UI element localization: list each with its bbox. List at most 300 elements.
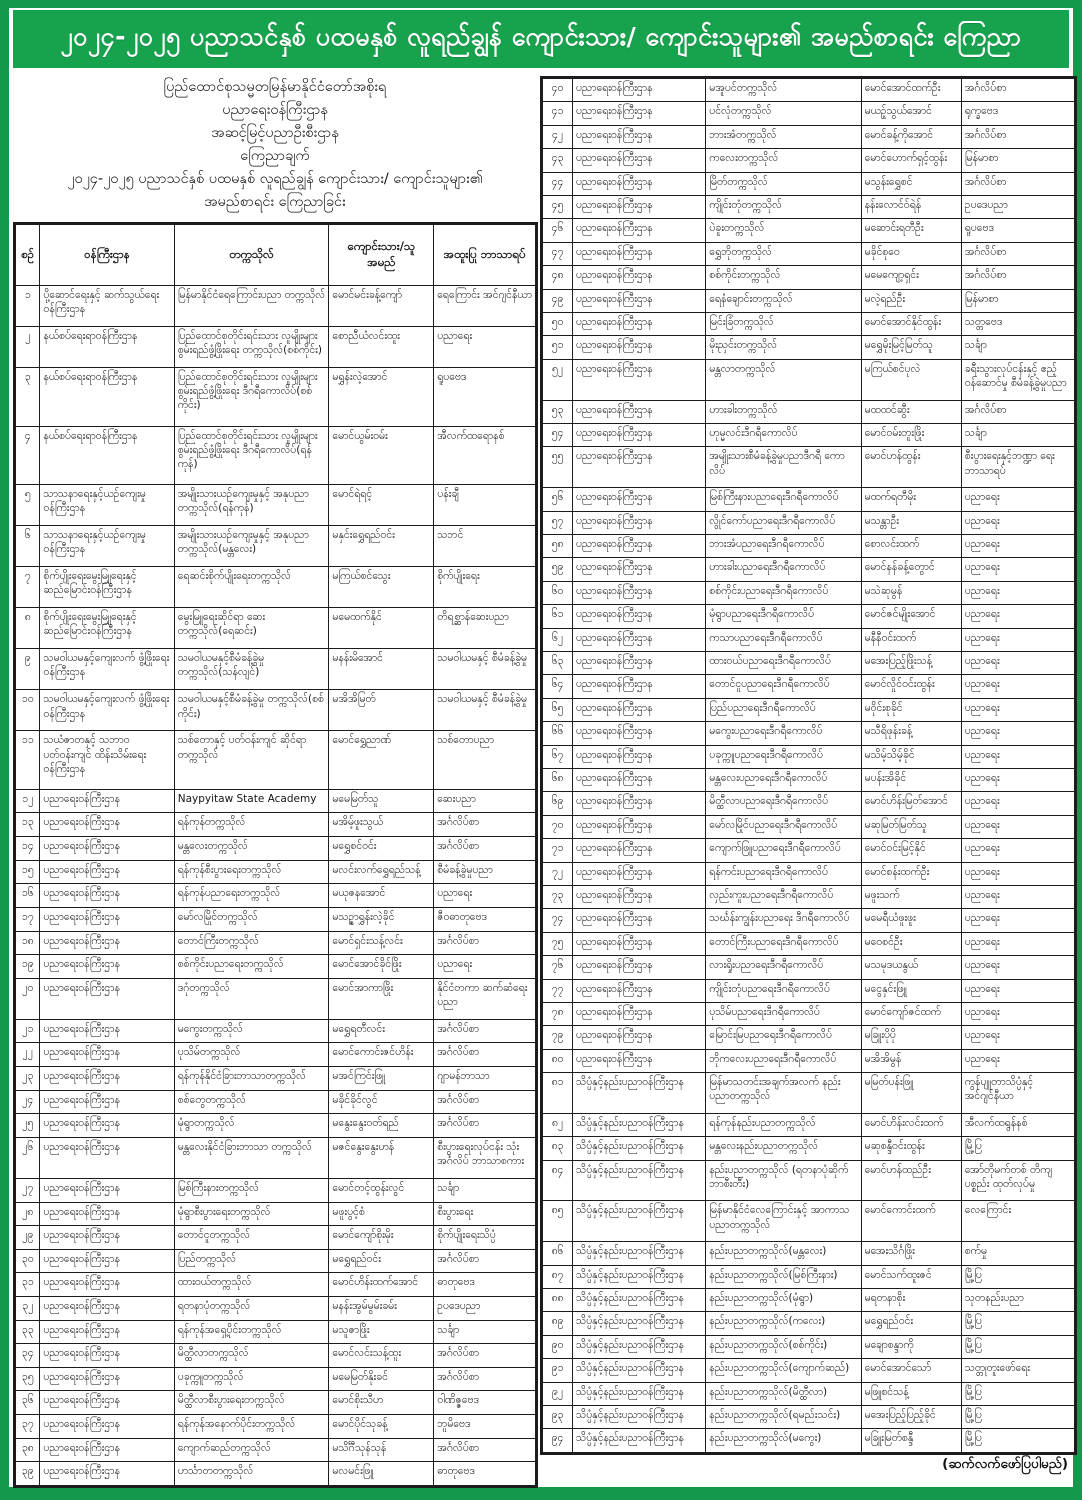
cell-university: ဒဂုံတက္ကသိုလ် bbox=[174, 978, 329, 1019]
cell-major: မြန်မာစာ bbox=[961, 149, 1074, 172]
cell-student-name: မောင်လင်းသန့်ထူး bbox=[329, 1344, 434, 1368]
cell-university: ပခုက္ကူတက္ကသိုလ် bbox=[174, 1367, 329, 1391]
cell-major: ပညာရေး bbox=[961, 651, 1074, 674]
cell-student-name: မထက်ရတီမိုး bbox=[861, 488, 961, 511]
cell-ministry: ပညာရေးဝန်ကြီးဌာန bbox=[40, 1462, 174, 1486]
cell-serial: ၆၅ bbox=[543, 698, 573, 721]
cell-major: အင်္ဂလိပ်စာ bbox=[434, 837, 536, 861]
cell-student-name: မကြယ်စင်သွေး bbox=[329, 567, 434, 608]
cell-major: ပညာရေး bbox=[961, 488, 1074, 511]
cell-serial: ၆၀ bbox=[543, 581, 573, 604]
cell-major: ပညာရေး bbox=[961, 745, 1074, 768]
cell-university: ရတနာပုံတက္ကသိုလ် bbox=[174, 1296, 329, 1320]
table-row bbox=[16, 649, 536, 690]
table-row bbox=[16, 1438, 536, 1462]
cell-major: မြို့ပြ bbox=[961, 1335, 1074, 1358]
table-row bbox=[16, 1367, 536, 1391]
cell-ministry: နယ်စပ်ရေးရာဝန်ကြီးဌာန bbox=[40, 327, 174, 368]
table-row bbox=[16, 608, 536, 649]
cell-university: မိတ္ထီလာတက္ကသိုလ် bbox=[174, 1344, 329, 1368]
cell-serial: ၇၅ bbox=[543, 932, 573, 955]
cell-ministry: ပညာရေးဝန်ကြီးဌာန bbox=[40, 1249, 174, 1273]
cell-ministry: သိပ္ပံနှင့်နည်းပညာဝန်ကြီးဌာန bbox=[573, 1382, 706, 1405]
table-row bbox=[543, 1160, 1075, 1201]
cell-ministry: ပညာရေးဝန်ကြီးဌာန bbox=[573, 400, 706, 423]
cell-serial: ၇၈ bbox=[543, 1003, 573, 1026]
cell-serial: ၂ bbox=[16, 327, 40, 368]
cell-ministry: ပညာရေးဝန်ကြီးဌာန bbox=[573, 862, 706, 885]
cell-serial: ၈၀ bbox=[543, 1049, 573, 1072]
table-row bbox=[16, 978, 536, 1019]
cell-student-name: မမေမြတ်သူ bbox=[329, 789, 434, 813]
table-header-row bbox=[16, 225, 536, 286]
table-row bbox=[543, 1137, 1075, 1160]
cell-major: ပညာရေး bbox=[961, 698, 1074, 721]
cell-ministry: သမဝါယမနှင့်ကျေးလက် ဖွံ့ဖြိုးရေးဝန်ကြီးဌာန bbox=[40, 649, 174, 690]
cell-major: သင်္ချာ bbox=[434, 1178, 536, 1202]
table-row bbox=[543, 979, 1075, 1002]
table-row bbox=[543, 886, 1075, 909]
cell-major: တိရစ္ဆာန်ဆေးပညာ bbox=[434, 608, 536, 649]
cell-major: အင်္ဂလိပ်စာ bbox=[434, 1249, 536, 1273]
cell-ministry: သိပ္ပံနှင့်နည်းပညာဝန်ကြီးဌာန bbox=[573, 1113, 706, 1136]
cell-university: ကသာပညာရေးဒီဂရီကောလိပ် bbox=[706, 628, 861, 651]
cell-student-name: မဆောင်းရတီဦး bbox=[861, 219, 961, 242]
cell-university: မန္တလေးပညာရေးဒီဂရီကောလိပ် bbox=[706, 768, 861, 791]
cell-student-name: မနွေးနွေးဝတ်ရည် bbox=[329, 1114, 434, 1138]
cell-university: နည်းပညာတက္ကသိုလ်(ရမည်းသင်း) bbox=[706, 1406, 861, 1429]
cell-ministry: ပညာရေးဝန်ကြီးဌာန bbox=[573, 172, 706, 195]
cell-university: နည်းပညာတက္ကသိုလ်(ကျောက်ဆည်) bbox=[706, 1359, 861, 1382]
table-row bbox=[16, 1019, 536, 1043]
table-row bbox=[543, 1073, 1075, 1114]
cell-student-name: မနီနီဝင်းထက် bbox=[861, 628, 961, 651]
table-row bbox=[16, 1226, 536, 1250]
cell-serial: ၃၀ bbox=[16, 1249, 40, 1273]
cell-major: ဇီဝဓာတုဗေဒ bbox=[434, 907, 536, 931]
cell-student-name: မောင်ဟိန်းမြတ်အောင် bbox=[861, 792, 961, 815]
left-table-body bbox=[16, 286, 536, 1486]
table-row bbox=[543, 313, 1075, 336]
cell-university: ကလေးတက္ကသိုလ် bbox=[706, 149, 861, 172]
cell-ministry: ပညာရေးဝန်ကြီးဌာန bbox=[573, 932, 706, 955]
cell-student-name: မောင်ပိုင်သုခန့် bbox=[329, 1414, 434, 1438]
cell-ministry: ပညာရေးဝန်ကြီးဌာန bbox=[573, 675, 706, 698]
page-title: ၂၀၂၄-၂၀၂၅ ပညာသင်နှစ် ပထမနှစ် လူရည်ချွန် ကျောင်းသား/ ကျောင်းသူများ၏ အမည်စာရင်း ကြေညာ bbox=[60, 21, 1022, 51]
cell-university: ဟုမ္မလင်းဒီဂရီကောလိပ် bbox=[706, 423, 861, 446]
cell-serial: ၂၉ bbox=[16, 1226, 40, 1250]
cell-ministry: ပညာရေးဝန်ကြီးဌာန bbox=[40, 860, 174, 884]
cell-major: စီးပွားရေးနှင့်ဘဏ္ဍာ ရေး ဘာသာရပ် bbox=[961, 447, 1074, 488]
cell-major: စိုက်ပျိုးရေး bbox=[434, 567, 536, 608]
cell-major: ရုက္ခဗေဒ bbox=[961, 102, 1074, 125]
cell-major: ပညာရေး bbox=[434, 884, 536, 908]
table-row bbox=[16, 426, 536, 485]
cell-serial: ၃၂ bbox=[16, 1296, 40, 1320]
cell-serial: ၅၃ bbox=[543, 400, 573, 423]
cell-university: မန္တလေးတက္ကသိုလ် bbox=[174, 837, 329, 861]
cell-university: သင်္ဃန်းကျွန်းပညာရေး ဒီဂရီကောလိပ် bbox=[706, 909, 861, 932]
cell-ministry: ပညာရေးဝန်ကြီးဌာန bbox=[40, 1226, 174, 1250]
cell-university: ရန်ကုန်ပညာရေးတက္ကသိုလ် bbox=[174, 884, 329, 908]
cell-serial: ၃၅ bbox=[16, 1367, 40, 1391]
cell-university: နည်းပညာတက္ကသိုလ် (ရတနာပုံဆိုက်ဘာစီးတီး) bbox=[706, 1160, 861, 1201]
cell-serial: ၂၁ bbox=[16, 1019, 40, 1043]
table-row bbox=[543, 581, 1075, 604]
cell-major: ပညာရေး bbox=[961, 886, 1074, 909]
table-row bbox=[16, 731, 536, 790]
cell-ministry: သိပ္ပံနှင့်နည်းပညာဝန်ကြီးဌာန bbox=[573, 1265, 706, 1288]
cell-major: ဓာတုဗေဒ bbox=[434, 1462, 536, 1486]
cell-university: မုံရွာစီးပွားရေးတက္ကသိုလ် bbox=[174, 1202, 329, 1226]
cell-student-name: မအိအိမွန် bbox=[861, 1049, 961, 1072]
cell-major: စီးပွားရေးလုပ်ငန်း သုံး အင်္ဂလိပ် ဘာသာစကား bbox=[434, 1137, 536, 1178]
student-table-left bbox=[13, 222, 538, 1488]
table-row bbox=[16, 368, 536, 427]
table-row bbox=[543, 815, 1075, 838]
cell-major: ပညာရေး bbox=[961, 534, 1074, 557]
cell-student-name: မောင်ကျော်ဇင်ထက် bbox=[861, 1003, 961, 1026]
cell-ministry: ပညာရေးဝန်ကြီးဌာန bbox=[40, 1391, 174, 1415]
cell-student-name: မောင်စန်းထက်ဦး bbox=[861, 862, 961, 885]
table-row bbox=[16, 884, 536, 908]
cell-serial: ၇၂ bbox=[543, 862, 573, 885]
cell-ministry: သိပ္ပံနှင့်နည်းပညာဝန်ကြီးဌာန bbox=[573, 1288, 706, 1311]
cell-major: ပညာရေး bbox=[961, 909, 1074, 932]
table-row bbox=[543, 400, 1075, 423]
cell-major: အင်္ဂလိပ်စာ bbox=[434, 1367, 536, 1391]
cell-major: အင်္ဂလိပ်စာ bbox=[961, 172, 1074, 195]
table-row bbox=[16, 1273, 536, 1297]
table-row bbox=[543, 289, 1075, 312]
cell-university: မြစ်ကြီးနားတက္ကသိုလ် bbox=[174, 1178, 329, 1202]
cell-major: ပညာရေး bbox=[961, 581, 1074, 604]
cell-university: ဟားခါးပညာရေးဒီဂရီကောလိပ် bbox=[706, 558, 861, 581]
cell-university: ဟားခါးတက္ကသိုလ် bbox=[706, 400, 861, 423]
cell-university: မြိတ်တက္ကသိုလ် bbox=[706, 172, 861, 195]
cell-serial: ၉၀ bbox=[543, 1335, 573, 1358]
table-row bbox=[543, 745, 1075, 768]
table-row bbox=[16, 1391, 536, 1415]
cell-student-name: မောင်ကျော်စိုးမိုး bbox=[329, 1226, 434, 1250]
cell-university: တောင်ငူတက္ကသိုလ် bbox=[174, 1226, 329, 1250]
cell-university: ပြည်ပညာရေးဒီဂရီကောလိပ် bbox=[706, 698, 861, 721]
cell-serial: ၆၈ bbox=[543, 768, 573, 791]
cell-student-name: မချောစန္ဒာကို bbox=[861, 1335, 961, 1358]
cell-serial: ၄၁ bbox=[543, 102, 573, 125]
cell-university: ဘားအံပညာရေးဒီဂရီကောလိပ် bbox=[706, 534, 861, 557]
cell-serial: ၉၁ bbox=[543, 1359, 573, 1382]
cell-student-name: မောင်တင့်ထွန်းလွင် bbox=[329, 1178, 434, 1202]
cell-major: ရူပဗေဒ bbox=[961, 219, 1074, 242]
cell-ministry: ပညာရေးဝန်ကြီးဌာန bbox=[40, 907, 174, 931]
cell-ministry: ပညာရေးဝန်ကြီးဌာန bbox=[573, 886, 706, 909]
cell-student-name: မအိအိမြတ် bbox=[329, 690, 434, 731]
cell-serial: ၅၅ bbox=[543, 447, 573, 488]
cell-university: ဘိုကလေးပညာရေးဒီဂရီကောလိပ် bbox=[706, 1049, 861, 1072]
cell-ministry: ပညာရေးဝန်ကြီးဌာန bbox=[573, 1003, 706, 1026]
table-row bbox=[543, 675, 1075, 698]
cell-serial: ၂၅ bbox=[16, 1114, 40, 1138]
table-row bbox=[543, 1026, 1075, 1049]
cell-ministry: သိပ္ပံနှင့်နည်းပညာဝန်ကြီးဌာန bbox=[573, 1359, 706, 1382]
cell-serial: ၄၃ bbox=[543, 149, 573, 172]
cell-university: ထားဝယ်တက္ကသိုလ် bbox=[174, 1273, 329, 1297]
cell-ministry: ပညာရေးဝန်ကြီးဌာန bbox=[40, 1137, 174, 1178]
cell-ministry: ပညာရေးဝန်ကြီးဌာန bbox=[40, 1414, 174, 1438]
cell-serial: ၈၆ bbox=[543, 1242, 573, 1265]
cell-student-name: မမေကျော့ရှင်း bbox=[861, 266, 961, 289]
cell-university: ကျောက်ဖြူပညာရေးဒီဂရီကောလိပ် bbox=[706, 839, 861, 862]
table-row bbox=[543, 792, 1075, 815]
cell-university: နည်းပညာတက္ကသိုလ်(မြစ်ကြီးနား) bbox=[706, 1265, 861, 1288]
cell-ministry: ပညာရေးဝန်ကြီးဌာန bbox=[40, 1090, 174, 1114]
table-row bbox=[543, 1201, 1075, 1242]
table-row bbox=[543, 558, 1075, 581]
cell-major: စက်မှု bbox=[961, 1242, 1074, 1265]
cell-serial: ၁၉ bbox=[16, 955, 40, 979]
cell-ministry: ပညာရေးဝန်ကြီးဌာန bbox=[40, 1273, 174, 1297]
cell-university: ရန်ကုန်တက္ကသိုလ် bbox=[174, 813, 329, 837]
cell-university: အမျိုးသားယဉ်ကျေးမှုနှင့် အနုပညာတက္ကသိုလ်(ရန်ကုန်) bbox=[174, 485, 329, 526]
table-row bbox=[16, 955, 536, 979]
header-ministry: ဝန်ကြီးဌာန bbox=[40, 225, 174, 286]
cell-university: နည်းပညာတက္ကသိုလ်(မန္တလေး) bbox=[706, 1242, 861, 1265]
table-row bbox=[16, 1414, 536, 1438]
cell-student-name: မဖူးပွင့်စံ bbox=[329, 1202, 434, 1226]
cell-student-name: မောင်မင်းခန့်ကျော် bbox=[329, 286, 434, 327]
cell-serial: ၇၀ bbox=[543, 815, 573, 838]
cell-ministry: ပညာရေးဝန်ကြီးဌာန bbox=[40, 1043, 174, 1067]
cell-ministry: ပညာရေးဝန်ကြီးဌာန bbox=[573, 792, 706, 815]
cell-major: သဘင် bbox=[434, 526, 536, 567]
cell-ministry: သိပ္ပံနှင့်နည်းပညာဝန်ကြီးဌာန bbox=[573, 1073, 706, 1114]
cell-university: ရန်ကုန်နည်းပညာတက္ကသိုလ် bbox=[706, 1113, 861, 1136]
cell-ministry: သာသနာရေးနှင့်ယဉ်ကျေးမှု ဝန်ကြီးဌာန bbox=[40, 526, 174, 567]
cell-major: ဆေးပညာ bbox=[434, 789, 536, 813]
table-row bbox=[543, 196, 1075, 219]
table-row bbox=[16, 485, 536, 526]
cell-ministry: ပညာရေးဝန်ကြီးဌာန bbox=[573, 125, 706, 148]
cell-major: အင်္ဂလိပ်စာ bbox=[434, 931, 536, 955]
cell-ministry: စိုက်ပျိုးရေးမွေးမြူရေးနှင့် ဆည်မြောင်းဝန်ကြီးဌာန bbox=[40, 567, 174, 608]
cell-serial: ၆၃ bbox=[543, 651, 573, 674]
table-row bbox=[16, 1137, 536, 1178]
cell-major: ပညာရေး bbox=[961, 1003, 1074, 1026]
cell-university: ကျိုင်းတုံပညာရေးဒီဂရီကောလိပ် bbox=[706, 979, 861, 1002]
cell-ministry: ပညာရေးဝန်ကြီးဌာန bbox=[573, 815, 706, 838]
cell-university: ပဲခူးတက္ကသိုလ် bbox=[706, 219, 861, 242]
cell-serial: ၃၉ bbox=[16, 1462, 40, 1486]
cell-university: ရန်ကင်းပညာရေးဒီဂရီကောလိပ် bbox=[706, 862, 861, 885]
cell-serial: ၄၅ bbox=[543, 196, 573, 219]
cell-ministry: ပညာရေးဝန်ကြီးဌာန bbox=[573, 359, 706, 400]
cell-serial: ၇၁ bbox=[543, 839, 573, 862]
cell-major: သမဝါယမနှင့် စီမံခန့်ခွဲမှု bbox=[434, 649, 536, 690]
cell-ministry: ပညာရေးဝန်ကြီးဌာန bbox=[573, 628, 706, 651]
cell-major: သင်္ချာ bbox=[961, 423, 1074, 446]
intro-line-subject-1: ၂၀၂၄-၂၀၂၅ ပညာသင်နှစ် ပထမနှစ် လူရည်ချွန် ကျောင်းသား/ ကျောင်းသူများ၏ bbox=[67, 171, 483, 187]
cell-university: မော်လမြိုင်တက္ကသိုလ် bbox=[174, 907, 329, 931]
table-row bbox=[543, 1406, 1075, 1429]
cell-serial: ၈၁ bbox=[543, 1073, 573, 1114]
cell-serial: ၈၃ bbox=[543, 1137, 573, 1160]
cell-student-name: စောလင်းထက် bbox=[861, 534, 961, 557]
cell-student-name: မရွှေရတီလင်း bbox=[329, 1019, 434, 1043]
cell-serial: ၈၈ bbox=[543, 1288, 573, 1311]
header-university: တက္ကသိုလ် bbox=[174, 225, 329, 286]
table-row bbox=[543, 172, 1075, 195]
cell-serial: ၇ bbox=[16, 567, 40, 608]
cell-student-name: မသဥ္ဇာရွှန်းလဲ့ခိုင် bbox=[329, 907, 434, 931]
cell-university: ပြည်တက္ကသိုလ် bbox=[174, 1249, 329, 1273]
table-row bbox=[543, 722, 1075, 745]
cell-student-name: မောင်ဝမ်းတူးဖြိုး bbox=[861, 423, 961, 446]
cell-major: လေကြောင်း bbox=[961, 1201, 1074, 1242]
cell-student-name: မောင်ကောင်းဇင်ဟိန်း bbox=[329, 1043, 434, 1067]
cell-serial: ၄၀ bbox=[543, 79, 573, 102]
cell-university: နည်းပညာတက္ကသိုလ်(မကွေး) bbox=[706, 1429, 861, 1453]
cell-university: မြန်မာသတင်းအချက်အလက် နည်းပညာတက္ကသိုလ် bbox=[706, 1073, 861, 1114]
cell-major: ပညာရေး bbox=[961, 628, 1074, 651]
cell-university: မိုးညှင်းတက္ကသိုလ် bbox=[706, 336, 861, 359]
cell-major: စိုက်ပျိုးရေးသိပ္ပံ bbox=[434, 1226, 536, 1250]
cell-university: ရန်ကုန်နိုင်ငံခြားဘာသာတက္ကသိုလ် bbox=[174, 1067, 329, 1091]
cell-student-name: မခြူးပိုပို bbox=[861, 1026, 961, 1049]
cell-university: လှည်းကူးပညာရေးဒီဂရီကောလိပ် bbox=[706, 886, 861, 909]
cell-major: ပညာရေး bbox=[961, 792, 1074, 815]
cell-serial: ၇၄ bbox=[543, 909, 573, 932]
cell-university: မအူပင်တက္ကသိုလ် bbox=[706, 79, 861, 102]
table-row bbox=[16, 1178, 536, 1202]
cell-university: တောင်ငူပညာရေးဒီဂရီကောလိပ် bbox=[706, 675, 861, 698]
cell-university: ကျောက်ဆည်တက္ကသိုလ် bbox=[174, 1438, 329, 1462]
cell-serial: ၃၃ bbox=[16, 1320, 40, 1344]
cell-university: လွိုင်ကော်ပညာရေးဒီဂရီကောလိပ် bbox=[706, 511, 861, 534]
cell-student-name: မမေမြတ်နိုးခင် bbox=[329, 1367, 434, 1391]
cell-ministry: ပညာရေးဝန်ကြီးဌာန bbox=[40, 1438, 174, 1462]
cell-ministry: သမဝါယမနှင့်ကျေးလက် ဖွံ့ဖြိုးရေးဝန်ကြီးဌာန bbox=[40, 690, 174, 731]
cell-major: ဝါဏိဇ္ဇဗေဒ bbox=[434, 1391, 536, 1415]
cell-student-name: မနှင်းရွှေရည်ဝင်း bbox=[329, 526, 434, 567]
cell-serial: ၁၈ bbox=[16, 931, 40, 955]
cell-serial: ၃၁ bbox=[16, 1273, 40, 1297]
cell-student-name: မသူဇာဖြိုး bbox=[329, 1320, 434, 1344]
table-row bbox=[16, 1043, 536, 1067]
table-row bbox=[543, 839, 1075, 862]
cell-ministry: သာသနာရေးနှင့်ယဉ်ကျေးမှု ဝန်ကြီးဌာန bbox=[40, 485, 174, 526]
cell-major: ဓာတုဗေဒ bbox=[434, 1273, 536, 1297]
cell-student-name: မောင်ယွမ်းဝမ်း bbox=[329, 426, 434, 485]
cell-student-name: မငွေနှင်းဖြူ bbox=[861, 979, 961, 1002]
table-row bbox=[543, 1265, 1075, 1288]
cell-student-name: မသိမ့်သိမ့်ခိုင် bbox=[861, 745, 961, 768]
table-row bbox=[543, 932, 1075, 955]
cell-serial: ၃ bbox=[16, 368, 40, 427]
cell-major: ပညာရေး bbox=[961, 558, 1074, 581]
cell-serial: ၂၀ bbox=[16, 978, 40, 1019]
cell-major: အင်္ဂလိပ်စာ bbox=[961, 400, 1074, 423]
cell-serial: ၂၆ bbox=[16, 1137, 40, 1178]
student-table-left-grid bbox=[15, 224, 536, 1486]
table-row bbox=[543, 1335, 1075, 1358]
cell-ministry: ပညာရေးဝန်ကြီးဌာန bbox=[40, 1344, 174, 1368]
table-row bbox=[543, 447, 1075, 488]
cell-student-name: မောင်ရွှေညာဏ် bbox=[329, 731, 434, 790]
cell-major: အင်္ဂလိပ်စာ bbox=[961, 79, 1074, 102]
cell-student-name: မသီရိဖုန်းခန့် bbox=[861, 722, 961, 745]
table-row bbox=[16, 860, 536, 884]
cell-ministry: ပညာရေးဝန်ကြီးဌာန bbox=[573, 423, 706, 446]
cell-university: ပြည်ထောင်စုတိုင်းရင်းသား လူမျိုးများစွမ်းရည်ဖွံ့ဖြိုးရေး ဒီဂရီကောလိပ်(စစ်ကိုင်း) bbox=[174, 368, 329, 427]
table-row bbox=[16, 907, 536, 931]
cell-serial: ၆၆ bbox=[543, 722, 573, 745]
cell-serial: ၄၉ bbox=[543, 289, 573, 312]
cell-major: အင်္ဂလိပ်စာ bbox=[961, 242, 1074, 265]
cell-university: ပင်လုံတက္ကသိုလ် bbox=[706, 102, 861, 125]
cell-student-name: မနန်းအွမ်မွမ်းခမ်း bbox=[329, 1296, 434, 1320]
cell-serial: ၃၆ bbox=[16, 1391, 40, 1415]
cell-ministry: ပညာရေးဝန်ကြီးဌာန bbox=[573, 149, 706, 172]
cell-ministry: ပညာရေးဝန်ကြီးဌာန bbox=[573, 1049, 706, 1072]
cell-major: ပညာရေး bbox=[961, 979, 1074, 1002]
cell-serial: ၂၃ bbox=[16, 1067, 40, 1091]
cell-serial: ၁၆ bbox=[16, 884, 40, 908]
cell-serial: ၈၂ bbox=[543, 1113, 573, 1136]
cell-major: သုတနည်းပညာ bbox=[961, 1288, 1074, 1311]
cell-student-name: မခိုင်ခိုင်လွင် bbox=[329, 1090, 434, 1114]
cell-university: ရွှေဘိုတက္ကသိုလ် bbox=[706, 242, 861, 265]
table-row bbox=[543, 125, 1075, 148]
cell-student-name: မရွှေရည်ဝင်း bbox=[861, 1312, 961, 1335]
cell-student-name: မောင်နန်ခန့်တွောင် bbox=[861, 558, 961, 581]
cell-ministry: သိပ္ပံနှင့်နည်းပညာဝန်ကြီးဌာန bbox=[573, 1137, 706, 1160]
cell-ministry: ပညာရေးဝန်ကြီးဌာန bbox=[573, 447, 706, 488]
cell-student-name: မောင်အာကာဖြိုး bbox=[329, 978, 434, 1019]
cell-student-name: မောင်ဟိန်းထက်အောင် bbox=[329, 1273, 434, 1297]
cell-student-name: မောင်ဟောက်ရှင့်ထွန်း bbox=[861, 149, 961, 172]
table-row bbox=[543, 219, 1075, 242]
cell-ministry: ပညာရေးဝန်ကြီးဌာန bbox=[40, 1320, 174, 1344]
cell-student-name: မသဲဆုမွန် bbox=[861, 581, 961, 604]
cell-ministry: ပညာရေးဝန်ကြီးဌာန bbox=[573, 605, 706, 628]
cell-serial: ၄၂ bbox=[543, 125, 573, 148]
table-row bbox=[16, 1344, 536, 1368]
cell-ministry: ပညာရေးဝန်ကြီးဌာန bbox=[573, 219, 706, 242]
cell-serial: ၄၆ bbox=[543, 219, 573, 242]
cell-university: ပုသိမ်ပညာရေးဒီဂရီကောလိပ် bbox=[706, 1003, 861, 1026]
cell-major: မြို့ပြ bbox=[961, 1312, 1074, 1335]
cell-university: သမဝါယမနှင့်စီမံခန့်ခွဲမှု တက္ကသိုလ်(စစ်ကိုင်း) bbox=[174, 690, 329, 731]
cell-major: ပညာရေး bbox=[961, 722, 1074, 745]
cell-student-name: မောင်အောင်ခိုင်ဖြိုး bbox=[329, 955, 434, 979]
table-row bbox=[543, 956, 1075, 979]
cell-major: ပညာရေး bbox=[961, 1049, 1074, 1072]
cell-ministry: ပညာရေးဝန်ကြီးဌာန bbox=[40, 978, 174, 1019]
cell-major: သစ်တောပညာ bbox=[434, 731, 536, 790]
cell-university: မန္တလေးနည်းပညာတက္ကသိုလ် bbox=[706, 1137, 861, 1160]
cell-student-name: မဝေစင်ဦး bbox=[861, 932, 961, 955]
cell-student-name: မရွှေမိုးမြင့်မြတ်သူ bbox=[861, 336, 961, 359]
cell-major: အင်္ဂလိပ်စာ bbox=[434, 1114, 536, 1138]
cell-ministry: ပညာရေးဝန်ကြီးဌာန bbox=[573, 745, 706, 768]
cell-major: ပညာရေး bbox=[434, 955, 536, 979]
cell-major: အင်္ဂလိပ်စာ bbox=[434, 1043, 536, 1067]
cell-student-name: မခိုင်စုဝေ bbox=[861, 242, 961, 265]
cell-major: ပညာရေး bbox=[961, 839, 1074, 862]
table-row bbox=[543, 488, 1075, 511]
table-row bbox=[543, 359, 1075, 400]
